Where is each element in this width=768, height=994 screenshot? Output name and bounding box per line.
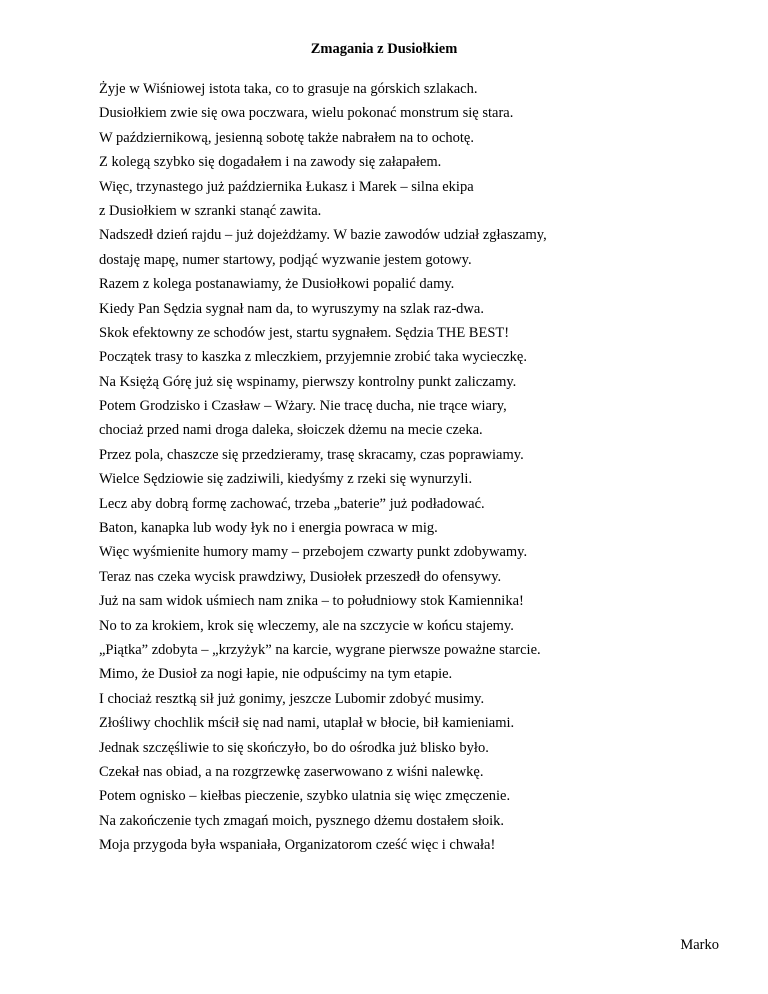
poem-line: Czekał nas obiad, a na rozgrzewkę zaserwowano z wiśni nalewkę.: [99, 763, 484, 780]
poem-line: I chociaż resztką sił już gonimy, jeszcze Lubomir zdobyć musimy.: [99, 690, 485, 707]
poem-line: Nadszedł dzień rajdu – już dojeżdżamy. W bazie zawodów udział zgłaszamy,: [99, 227, 547, 244]
poem-line: Dusiołkiem zwie się owa poczwara, wielu pokonać monstrum się stara.: [99, 105, 514, 122]
poem-line: Z kolegą szybko się dogadałem i na zawody się załapałem.: [99, 154, 442, 171]
poem-line: Skok efektowny ze schodów jest, startu sygnałem. Sędzia THE BEST!: [99, 324, 510, 341]
poem-body: [99, 79, 719, 860]
poem-line: Żyje w Wiśniowej istota taka, co to grasuje na górskich szlakach.: [99, 81, 478, 97]
poem-line: W październikową, jesienną sobotę także nabrałem na to ochotę.: [99, 129, 474, 146]
poem-line: Mimo, że Dusioł za nogi łapie, nie odpuścimy na tym etapie.: [99, 666, 453, 683]
poem-line: Już na sam widok uśmiech nam znika – to południowy stok Kamiennika!: [99, 593, 524, 610]
poem-line: Moja przygoda była wspaniała, Organizatorom cześć więc i chwała!: [99, 837, 496, 854]
poem-line: Przez pola, chaszcze się przedzieramy, trasę skracamy, czas poprawiamy.: [99, 446, 524, 463]
poem-line: Razem z kolega postanawiamy, że Dusiołkowi popalić damy.: [99, 276, 455, 293]
poem-line: Więc wyśmienite humory mamy – przebojem czwarty punkt zdobywamy.: [99, 544, 528, 561]
poem-line: Na Księżą Górę już się wspinamy, pierwszy kontrolny punkt zaliczamy.: [99, 373, 517, 390]
poem-line: Kiedy Pan Sędzia sygnał nam da, to wyruszymy na szlak raz-dwa.: [99, 300, 484, 317]
poem-line: Złośliwy chochlik mścił się nad nami, utaplał w błocie, bił kamieniami.: [99, 715, 515, 732]
poem-line: „Piątka” zdobyta – „krzyżyk” na karcie, wygrane pierwsze poważne starcie.: [99, 641, 541, 658]
poem-line: chociaż przed nami droga daleka, słoiczek dżemu na mecie czeka.: [99, 422, 483, 439]
poem-line: Baton, kanapka lub wody łyk no i energia powraca w mig.: [99, 520, 438, 537]
poem-line: Na zakończenie tych zmagań moich, pysznego dżemu dostałem słoik.: [99, 812, 505, 829]
poem-line: z Dusiołkiem w szranki stanąć zawita.: [99, 202, 322, 219]
author-signature: Marko: [680, 937, 719, 953]
poem-line: Potem ognisko – kiełbas pieczenie, szybko ulatnia się więc zmęczenie.: [99, 788, 511, 805]
poem-line: Potem Grodzisko i Czasław – Wżary. Nie tracę ducha, nie trące wiary,: [99, 398, 507, 415]
poem-line: Więc, trzynastego już października Łukasz i Marek – silna ekipa: [99, 178, 474, 195]
poem-line: Teraz nas czeka wycisk prawdziwy, Dusiołek przeszedł do ofensywy.: [99, 568, 502, 585]
poem-line: Wielce Sędziowie się zadziwili, kiedyśmy z rzeki się wynurzyli.: [99, 471, 473, 488]
document-title: Zmagania z Dusiołkiem: [310, 41, 458, 57]
poem-line: dostaję mapę, numer startowy, podjąć wyzwanie jestem gotowy.: [99, 251, 472, 268]
poem-line: No to za krokiem, krok się wleczemy, ale na szczycie w końcu stajemy.: [99, 617, 514, 634]
poem-line: Jednak szczęśliwie to się skończyło, bo do ośrodka już blisko było.: [99, 739, 489, 756]
poem-line: Początek trasy to kaszka z mleczkiem, przyjemnie zrobić taka wycieczkę.: [99, 349, 527, 366]
poem-line: Lecz aby dobrą formę zachować, trzeba „baterie” już podładować.: [99, 495, 485, 512]
